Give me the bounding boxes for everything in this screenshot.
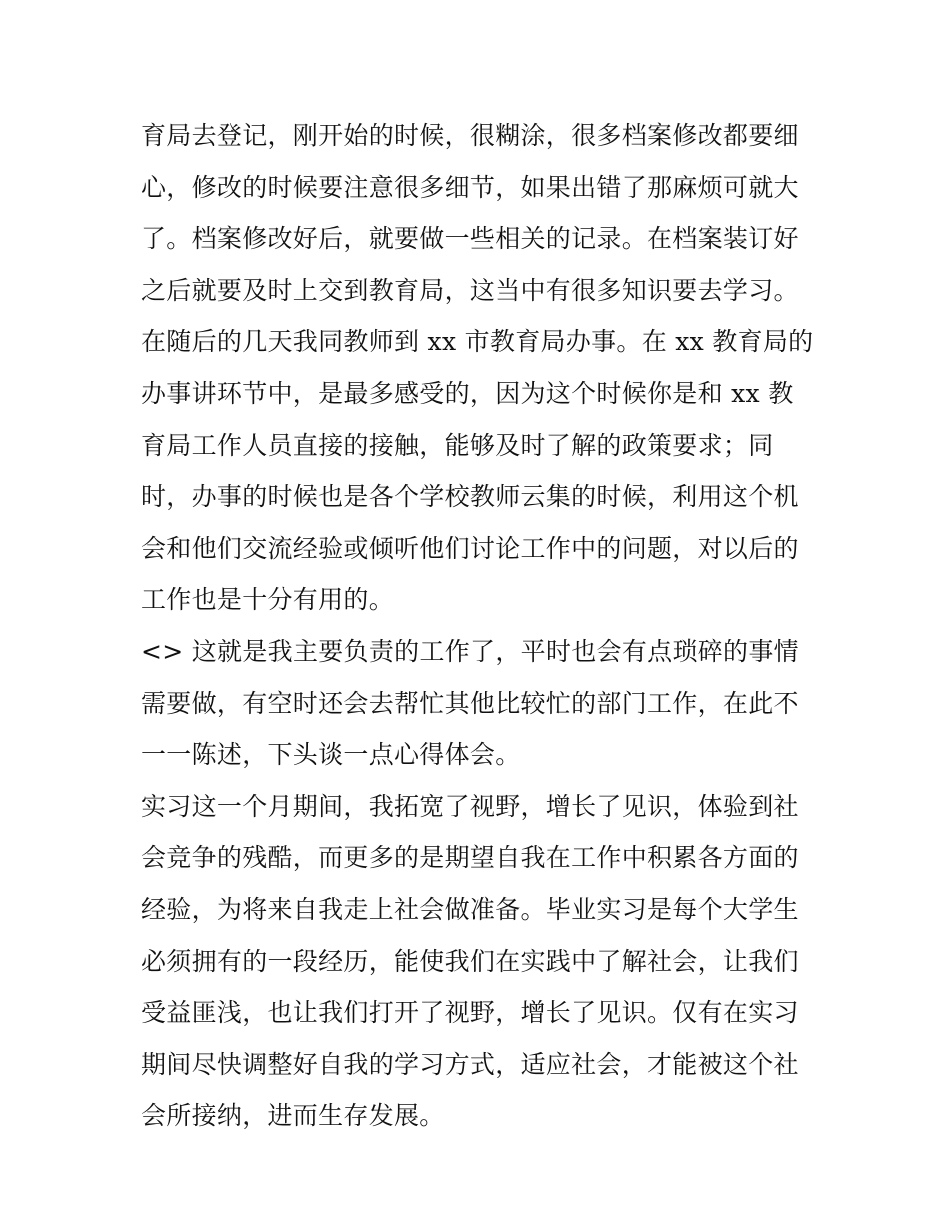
- paragraph-internship-reflection: 实习这一个月期间，我拓宽了视野，增长了见识，体验到社会竞争的残酷，而更多的是期望自我在工作中积累各方面的经验，为将来自我走上社会做准备。毕业实习是每个大学生必须拥有的一段经历，能使我们在实践中了解社会，让我们受益匪浅，也让我们打开了视野，增长了见识。仅有在实习期间尽快调整好自我的学习方式，适应社会，才能被这个社会所接纳，进而生存发展。: [141, 791, 799, 1131]
- paragraph-archive-registration: 育局去登记，刚开始的时候，很糊涂，很多档案修改都要细心，修改的时候要注意很多细节，如果出错了那麻烦可就大了。档案修改好后，就要做一些相关的记录。在档案装订好之后就要及时上交到教育局，这当中有很多知识要去学习。: [141, 121, 799, 305]
- document-body: [141, 110, 816, 1142]
- paragraph-education-bureau-visit: 在随后的几天我同教师到 xx 市教育局办事。在 xx 教育局的办事讲环节中，是最多感受的，因为这个时候你是和 xx 教育局工作人员直接的接触，能够及时了解的政策要求；同时，办事的时候也是各个学校教师云集的时候，利用这个机会和他们交流经验或倾听他们讨论工作中的问题，对以后的工作也是十分有用的。: [141, 327, 814, 615]
- paragraph-main-duties: <> 这就是我主要负责的工作了，平时也会有点琐碎的事情需要做，有空时还会去帮忙其他比较忙的部门工作，在此不一一陈述，下头谈一点心得体会。: [141, 636, 799, 770]
